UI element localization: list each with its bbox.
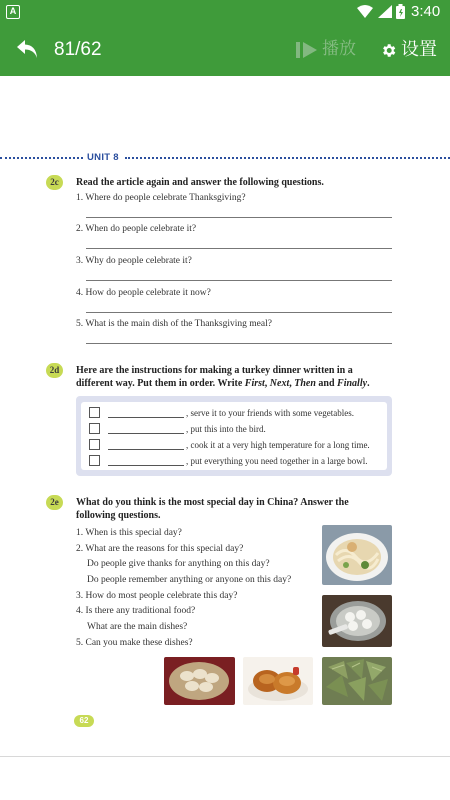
play-label: 播放 <box>322 39 356 58</box>
section-2d-title-line2 <box>76 377 396 390</box>
order-text: , cook it at a very high temperature for a long time. <box>186 440 370 450</box>
section-2e-title-line2: following questions. <box>76 510 161 521</box>
order-checkbox[interactable] <box>89 423 100 434</box>
word-then: Then <box>294 378 316 389</box>
section-2c-title: Read the article again and answer the following questions. <box>76 177 324 188</box>
back-button[interactable] <box>14 36 42 64</box>
unit-dotted-line-left <box>0 157 83 159</box>
app-toolbar <box>0 24 450 76</box>
battery-icon <box>396 4 405 19</box>
textbook-page[interactable] <box>0 76 450 800</box>
question-2e-5: 5. Can you make these dishes? <box>76 638 193 648</box>
section-badge-2c: 2c <box>46 175 63 190</box>
gear-icon <box>380 42 397 59</box>
sep: . <box>367 378 370 389</box>
answer-line[interactable] <box>86 248 392 249</box>
question-2e-4: 4. Is there any traditional food? <box>76 606 196 616</box>
order-blank[interactable] <box>108 465 184 466</box>
question-2e-1: 1. When is this special day? <box>76 528 182 538</box>
order-checkbox[interactable] <box>89 439 100 450</box>
ordering-box-inner <box>81 402 387 470</box>
dumplings-photo <box>164 657 235 705</box>
word-next: Next <box>269 378 290 389</box>
question-2e-2: 2. What are the reasons for this special day? <box>76 544 244 554</box>
order-text: , put this into the bird. <box>186 424 266 434</box>
sep: , <box>289 378 295 389</box>
page-bottom-divider <box>0 756 450 757</box>
sep: , <box>264 378 270 389</box>
question-2c-1: 1. Where do people celebrate Thanksgiving? <box>76 193 246 203</box>
play-icon <box>296 42 318 58</box>
wifi-icon <box>357 5 373 18</box>
settings-button[interactable] <box>380 36 442 64</box>
order-blank[interactable] <box>108 417 184 418</box>
noodles-photo <box>322 525 392 585</box>
title-text: different way. Put them in order. Write <box>76 378 245 389</box>
section-2d-title-line1: Here are the instructions for making a turkey dinner written in a <box>76 365 353 376</box>
status-bar <box>0 0 450 24</box>
unit-dotted-line-right <box>125 157 450 159</box>
section-badge-2e: 2e <box>46 495 63 510</box>
order-text: , put everything you need together in a large bowl. <box>186 456 368 466</box>
clock: 3:40 <box>411 3 441 20</box>
question-2c-3: 3. Why do people celebrate it? <box>76 256 192 266</box>
section-badge-2d: 2d <box>46 363 63 378</box>
page-number: 62 <box>74 715 94 727</box>
question-2e-2b: Do people remember anything or anyone on this day? <box>87 575 292 585</box>
question-2c-5: 5. What is the main dish of the Thanksgiving meal? <box>76 319 272 329</box>
zongzi-photo <box>322 657 392 705</box>
order-blank[interactable] <box>108 433 184 434</box>
order-checkbox[interactable] <box>89 407 100 418</box>
order-text: , serve it to your friends with some vegetables. <box>186 408 354 418</box>
word-first: First <box>244 378 265 389</box>
word-finally: Finally <box>337 378 368 389</box>
signal-icon <box>378 5 392 18</box>
section-2e-title-line1: What do you think is the most special day in China? Answer the <box>76 497 349 508</box>
sep: and <box>315 378 338 389</box>
answer-line[interactable] <box>86 312 392 313</box>
question-2c-4: 4. How do people celebrate it now? <box>76 288 211 298</box>
page-indicator: 81/62 <box>54 39 102 60</box>
fried-cakes-photo <box>243 657 313 705</box>
order-checkbox[interactable] <box>89 455 100 466</box>
settings-label: 设置 <box>401 39 437 59</box>
section-2e-title <box>76 496 396 522</box>
unit-label: UNIT 8 <box>87 152 119 163</box>
answer-line[interactable] <box>86 280 392 281</box>
back-arrow-icon <box>14 36 42 64</box>
order-blank[interactable] <box>108 449 184 450</box>
answer-line[interactable] <box>86 217 392 218</box>
app-notification-icon: A <box>6 5 20 19</box>
question-2e-3: 3. How do most people celebrate this day? <box>76 591 238 601</box>
ordering-box <box>76 396 392 476</box>
section-2d-title <box>76 364 396 390</box>
question-2e-4a: What are the main dishes? <box>87 622 188 632</box>
question-2c-2: 2. When do people celebrate it? <box>76 224 197 234</box>
question-2e-2a: Do people give thanks for anything on this day? <box>87 559 270 569</box>
tangyuan-photo <box>322 595 392 647</box>
answer-line[interactable] <box>86 343 392 344</box>
